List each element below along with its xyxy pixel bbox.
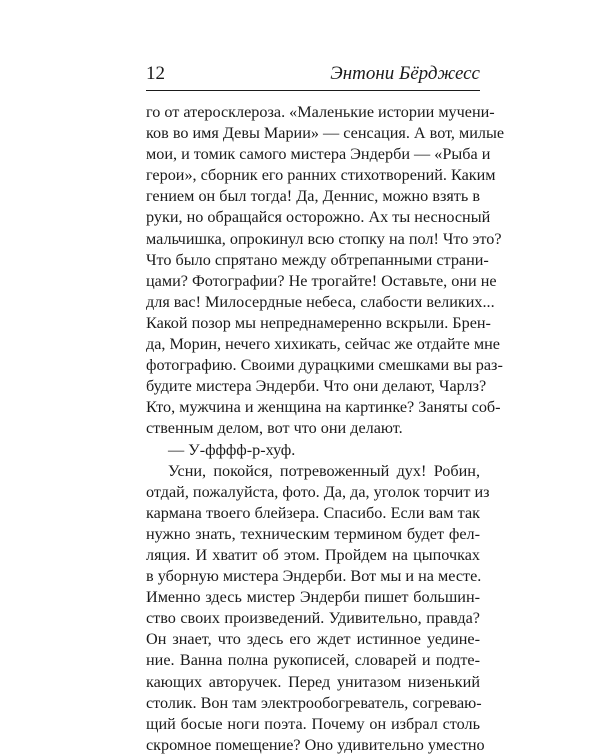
text-line: руки, но обращайся осторожно. Ах ты несносный [146, 208, 491, 227]
text-line: герои», сборник его ранних стихотворений. Каким [146, 166, 496, 185]
text-line: отдай, пожалуйста, фото. Да, да, уголок торчит из [146, 482, 490, 501]
text-line: да, Морин, нечего хихикать, сейчас же отдайте мне [146, 335, 500, 354]
text-line: фотографию. Своими дурацкими смешками вы раз- [146, 356, 503, 375]
text-line-paragraph-end: ственным делом, вот что они делают. [146, 419, 403, 438]
text-line: в уборную мистера Эндерби. Вот мы и на месте. [146, 567, 482, 586]
text-line: Какой позор мы непреднамеренно вскрыли. Брен- [146, 313, 491, 332]
page-number: 12 [146, 63, 165, 84]
text-line: го от атеросклероза. «Маленькие истории мучени- [146, 103, 495, 121]
text-line: ние. Ванна полна рукописей, словарей и подте- [146, 651, 480, 670]
text-line: Что было спрятано между обтрепанными страни- [146, 250, 489, 269]
text-line: ков во имя Девы Марии» — сенсация. А вот, милые [146, 124, 505, 143]
body-text [146, 102, 505, 756]
text-line: Он знает, что здесь его ждет истинное уедине- [146, 630, 480, 649]
text-line: скромное помещение? Оно удивительно уместно [146, 735, 485, 754]
text-line: гением он был тогда! Да, Деннис, можно взять в [146, 187, 480, 206]
text-line-dialogue: — У-фффф-р-хуф. [168, 440, 296, 459]
text-line: щий босые ноги поэта. Почему он избрал столь [146, 714, 480, 733]
text-line: цами? Фотографии? Не трогайте! Оставьте, они не [146, 271, 497, 290]
text-line: мои, и томик самого мистера Эндерби — «Рыба и [146, 145, 491, 164]
text-line: ляция. И хватит об этом. Пройдем на цыпочках [146, 545, 480, 564]
header-rule [146, 90, 480, 91]
text-line: для вас! Милосердные небеса, слабости великих... [146, 292, 495, 311]
running-title-author: Энтони Бёрджесс [330, 63, 480, 84]
text-line: мальчишка, опрокинул всю стопку на пол! Что это? [146, 229, 502, 248]
text-line-paragraph-start: Усни, покойся, потревоженный дух! Робин, [168, 461, 480, 480]
text-line: кармана твоего блейзера. Спасибо. Если вам так [146, 503, 480, 522]
text-line: Кто, мужчина и женщина на картинке? Заняты соб- [146, 398, 501, 417]
text-line: нужно знать, техническим термином будет фел- [146, 524, 480, 543]
text-line: ство своих произведений. Удивительно, правда? [146, 609, 480, 628]
text-line: кающих авторучек. Перед унитазом низенький [146, 672, 480, 691]
running-header [146, 62, 480, 92]
text-line: Именно здесь мистер Эндерби пишет большин- [146, 588, 480, 607]
text-line: будите мистера Эндерби. Что они делают, Чарлз? [146, 377, 487, 396]
text-line: столик. Вон там электрообогреватель, согреваю- [146, 693, 482, 712]
